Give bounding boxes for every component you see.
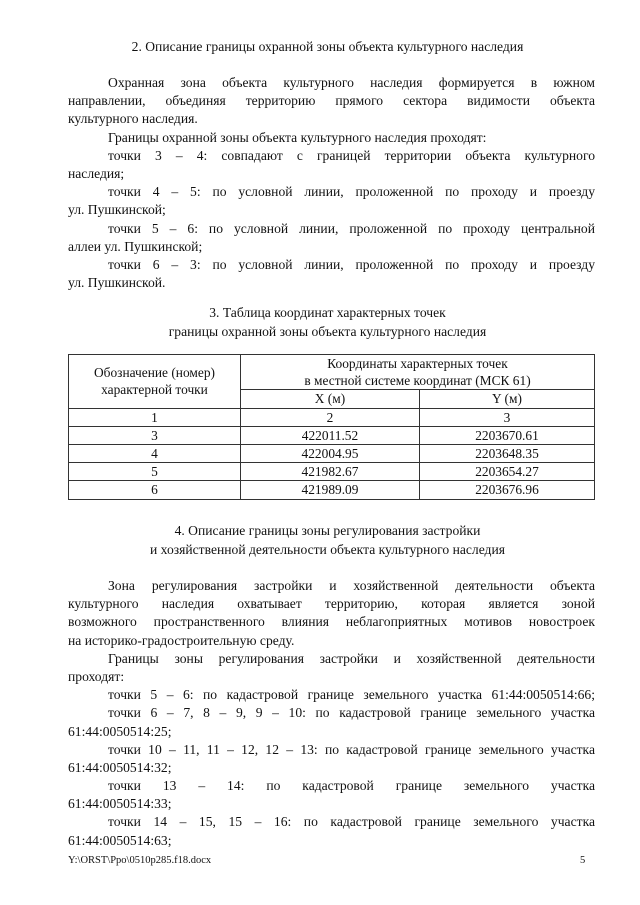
text-line: возможного пространственного влияния неблагоприятных мотивов новостроек (68, 614, 595, 630)
text-line: точки 4 – 5: по условной линии, проложенной по проходу и проезду (108, 184, 595, 200)
table-cell: 5 (69, 463, 241, 481)
section-4-heading (60, 522, 595, 559)
section-4-heading-line-1: 4. Описание границы зоны регулирования застройки (174, 523, 481, 538)
table-header-coordinates (241, 355, 595, 390)
table-row (69, 481, 595, 499)
section-3-heading (60, 304, 595, 341)
table-cell: 6 (69, 481, 241, 499)
text-line: точки 13 – 14: по кадастровой границе земельного участка (108, 778, 595, 794)
text-line: Зона регулирования застройки и хозяйственной деятельности объекта (108, 578, 595, 593)
text-line: точки 6 – 7, 8 – 9, 9 – 10: по кадастровой границе земельного участка (108, 705, 595, 721)
section-4-body (68, 577, 595, 850)
table-cell: 2203676.96 (420, 481, 595, 499)
table-cell: 2203670.61 (420, 426, 595, 444)
text-line: культурного наследия охватывает территорию, которая является зоной (68, 596, 595, 612)
text-line: Охранная зона объекта культурного наследия формируется в южном (108, 75, 595, 90)
table-cell: 421982.67 (241, 463, 420, 481)
text-line: на историко-градостроительную среду. (68, 632, 295, 648)
table-cell: 422011.52 (241, 426, 420, 444)
table-cell: 422004.95 (241, 445, 420, 463)
table-cell: 3 (420, 408, 595, 426)
section-3-heading-line-1: 3. Таблица координат характерных точек (209, 305, 446, 320)
table-cell: 4 (69, 445, 241, 463)
text-line: ул. Пушкинской. (68, 275, 166, 291)
text-line: точки 6 – 3: по условной линии, проложенной по проходу и проезду (108, 256, 595, 272)
text-line: Границы охранной зоны объекта культурного наследия проходят: (108, 129, 487, 145)
text-line: проходят: (68, 668, 125, 684)
section-3-heading-line-2: границы охранной зоны объекта культурного наследия (168, 323, 487, 339)
page-number: 5 (580, 855, 586, 866)
section-2-heading: 2. Описание границы охранной зоны объекта культурного наследия (131, 39, 524, 54)
table-header-y: Y (м) (420, 390, 595, 408)
text-line: направлении, объединяя территорию прямого сектора видимости объекта (68, 93, 595, 109)
table-cell: 2 (241, 408, 420, 426)
text-line: 61:44:0050514:33; (68, 796, 172, 812)
text-line: точки 3 – 4: совпадают с границей территории объекта культурного (108, 147, 595, 163)
text-line: точки 14 – 15, 15 – 16: по кадастровой границе земельного участка (108, 814, 595, 830)
table-row (69, 426, 595, 444)
table-cell: 3 (69, 426, 241, 444)
table-header-text: характерной точки (101, 382, 208, 398)
text-line: Границы зоны регулирования застройки и хозяйственной деятельности (108, 650, 595, 666)
table-cell: 2203654.27 (420, 463, 595, 481)
text-line: наследия; (68, 165, 125, 181)
footer-file-path: Y:\ORST\Ppo\0510p285.f18.docx (68, 855, 212, 866)
text-line: точки 5 – 6: по кадастровой границе земельного участка 61:44:0050514:66; (108, 687, 595, 703)
table-header-text: в местной системе координат (МСК 61) (304, 373, 531, 389)
table-cell: 1 (69, 408, 241, 426)
section-2-body (68, 74, 595, 292)
text-line: 61:44:0050514:25; (68, 723, 172, 739)
table-cell: 2203648.35 (420, 445, 595, 463)
text-line: ул. Пушкинской; (68, 202, 166, 218)
text-line: 61:44:0050514:63; (68, 832, 172, 848)
text-line: точки 5 – 6: по условной линии, проложенной по проходу центральной (108, 220, 595, 236)
table-header-text: Обозначение (номер) (94, 365, 215, 381)
table-row (69, 463, 595, 481)
text-line: точки 10 – 11, 11 – 12, 12 – 13: по кадастровой границе земельного участка (108, 741, 595, 757)
text-line: 61:44:0050514:32; (68, 759, 172, 775)
table-header-x: X (м) (241, 390, 420, 408)
section-4-heading-line-2: и хозяйственной деятельности объекта культурного наследия (150, 541, 505, 557)
table-cell: 421989.09 (241, 481, 420, 499)
table-header-point-number (69, 355, 241, 409)
text-line: культурного наследия. (68, 111, 198, 127)
coordinates-table (68, 354, 595, 500)
table-row (69, 408, 595, 426)
text-line: аллеи ул. Пушкинской; (68, 238, 203, 254)
table-row (69, 445, 595, 463)
table-header-text: Координаты характерных точек (327, 356, 508, 371)
